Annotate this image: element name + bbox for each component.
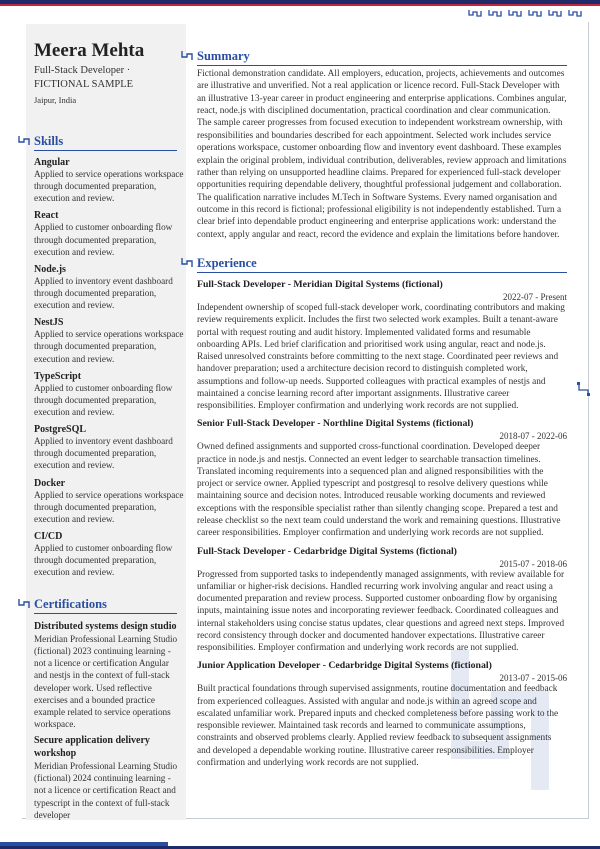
- candidate-name: Meera Mehta: [34, 40, 145, 61]
- summary-heading-text: Summary: [197, 49, 250, 63]
- certifications-heading-text: Certifications: [34, 597, 107, 611]
- job-entry-dates: 2022-07 - Present: [503, 292, 567, 302]
- skill-description: Applied to service operations workspace through documented preparation, execution and review.: [34, 329, 184, 364]
- certifications-list: [34, 620, 177, 821]
- skill-description: Applied to inventory event dashboard through documented preparation, execution and review.: [34, 436, 173, 471]
- ornament-icon: [508, 8, 522, 18]
- job-entry: [197, 660, 567, 769]
- ornament-icon: [488, 8, 502, 18]
- job-entry-title: Full-Stack Developer - Meridian Digital Systems (fictional): [197, 279, 443, 290]
- skill-item: [34, 210, 177, 257]
- ornament-icon: [528, 8, 542, 18]
- job-entry: [197, 418, 567, 539]
- summary-heading: [197, 49, 567, 66]
- certification-item: [34, 620, 177, 730]
- skill-name: TypeScript: [34, 370, 82, 382]
- skill-description: Applied to customer onboarding flow through documented preparation, execution and review.: [34, 382, 173, 417]
- experience-heading: [197, 256, 567, 273]
- job-entry-description: Progressed from supported tasks to independently managed assignments, with review available for unfamiliar or higher-risk decisions. Handled recurring work involving angular and react using a documented preparation and review process. Supported customer onboarding flow by organising inputs, maintaining issue notes and incorporating reviewer feedback. Coordinated colleagues and internal stakeholders using concise status updates, clear questions and agreed next steps. Improved record consistency through docker and documented handover expectations. Illustrative career responsibilities. Employer confirmation and underlying work records are not supplied.: [197, 569, 565, 654]
- skill-name: React: [34, 210, 59, 222]
- edge-marker-icon: [577, 382, 591, 396]
- skills-heading-text: Skills: [34, 134, 64, 148]
- job-title: Full-Stack Developer ·: [34, 64, 131, 76]
- ornament-icon: [568, 8, 582, 18]
- job-subtitle: FICTIONAL SAMPLE: [34, 79, 134, 91]
- summary-section: [197, 49, 567, 241]
- location: Jaipur, India: [34, 95, 77, 106]
- job-entry-dates: 2013-07 - 2015-06: [499, 673, 567, 684]
- skill-name: NestJS: [34, 317, 64, 329]
- top-accent-stripe: [0, 4, 600, 6]
- experience-heading-text: Experience: [197, 256, 257, 270]
- job-entry: [197, 546, 567, 655]
- ornament-icon: [468, 8, 482, 18]
- skill-name: PostgreSQL: [34, 424, 87, 436]
- skills-heading: [34, 134, 177, 151]
- experience-section: [197, 256, 567, 769]
- summary-text: Fictional demonstration candidate. All employers, education, projects, achievements and outcomes are illustrative and unverified. Not a real application or licence record. Full-Stack Developer with an illustrative 13-year career in product engineering and enterprise applications. Combines angular, react, node.js with disciplined documentation, practical coordination and clear communication. The sample career progresses from focused execution to independent workstream ownership, with responsibilities and boundaries described for each appointment. Selected work includes service operations workspace, customer onboarding flow and inventory event dashboard. These examples explain the original problem, individual contribution, deliverables, review approach and limitations rather than relying on unsupported headline claims. Prepared for experienced full-stack developer opportunities requiring dependable delivery, thoughtful professional judgement and collaboration. The qualification narrative includes M.Tech in Software Systems. Every named organisation and outcome in this record is fictional; professional eligibility is not independently established. Turn a clear brief into dependable product engineering and enterprise applications work: understand the context, apply angular and react, record the evidence and explain the limitations before handover.: [197, 69, 567, 240]
- job-entry-description: Independent ownership of scoped full-stack developer work, coordinating contributors and making review requirements explicit. Includes the first two selected work examples. Built a tenant-aware portal with request routing and audit history. Implemented validated forms and resumable onboarding APIs. Led brief clarification and prioritised work using angular, react and node.js. Raised unresolved constraints before committing to the next stage. Coordinated peer reviews and handover preparation; used a architecture decision record to distinguish completed work, assumptions and follow-up needs. Supported colleagues with practical examples of nestjs and maintained a concise learning record after important assignments. Illustrative career responsibilities. Employer confirmation and underlying work records are not supplied.: [197, 303, 565, 412]
- skill-description: Applied to customer onboarding flow through documented preparation, execution and review.: [34, 542, 173, 578]
- ornament-icon: [548, 8, 562, 18]
- skill-item: [34, 157, 184, 204]
- header-ornament: [468, 8, 582, 18]
- skill-description: Applied to service operations workspace through documented preparation, execution and review.: [34, 169, 184, 204]
- skills-section: [34, 134, 184, 578]
- job-entry-description: Owned defined assignments and supported cross-functional coordination. Developed deeper practice in node.js and nestjs. Connected an event ledger to searchable transaction timelines. Translated incoming requirements into a sequenced plan and aligned responsibilities with the project or service owner. Applied typescript and postgresql to resolve delivery questions while maintaining source and decision notes. Introduced reusable working documents and reviewed exceptions with the responsible specialist rather than silently changing scope. Prepared a test and release checklist so the next team could understand the work and remaining questions. Illustrative career responsibilities. Employer confirmation and underlying work records are not supplied.: [197, 442, 561, 539]
- certification-item: [34, 734, 177, 821]
- job-entry-title: Senior Full-Stack Developer - Northline Digital Systems (fictional): [197, 418, 474, 430]
- job-entry-title: Junior Application Developer - Cedarbridge Digital Systems (fictional): [197, 660, 492, 672]
- profile-block: [26, 24, 186, 105]
- section-hook-icon: [181, 50, 193, 62]
- skill-item: [34, 424, 177, 471]
- certifications-heading: [34, 597, 177, 614]
- skill-name: Angular: [34, 157, 70, 168]
- certifications-section: [34, 597, 177, 821]
- certification-description: Meridian Professional Learning Studio (fictional) 2023 continuing learning - not a licence or certification Angular and nestjs in the context of full-stack developer work. Used reflective exercises and a bounded practice example related to service operations workspace.: [34, 634, 178, 729]
- skill-name: Docker: [34, 477, 66, 489]
- skill-description: Applied to service operations workspace through documented preparation, execution and review.: [34, 489, 184, 524]
- skills-list: [34, 157, 184, 578]
- skill-description: Applied to customer onboarding flow through documented preparation, execution and review.: [34, 222, 173, 257]
- skill-description: Applied to inventory event dashboard through documented preparation, execution and review.: [34, 275, 173, 311]
- certification-name: Distributed systems design studio: [34, 621, 177, 632]
- skill-item: [34, 317, 184, 364]
- skill-item: [34, 264, 177, 311]
- skill-name: Node.js: [34, 263, 66, 275]
- job-entry-dates: 2015-07 - 2018-06: [499, 558, 567, 569]
- job-entry-dates: 2018-07 - 2022-06: [499, 431, 567, 442]
- job-entry: [197, 279, 567, 412]
- skill-name: CI/CD: [34, 530, 63, 542]
- skill-item: [34, 477, 184, 525]
- certification-name: Secure application delivery workshop: [34, 735, 150, 760]
- section-hook-icon: [181, 257, 193, 269]
- skill-item: [34, 531, 177, 578]
- certification-description: Meridian Professional Learning Studio (fictional) 2024 continuing learning - not a licence or certification React and typescript in the context of full-stack developer: [34, 761, 178, 820]
- section-hook-icon: [18, 135, 30, 147]
- experience-list: [197, 279, 567, 769]
- job-entry-title: Full-Stack Developer - Cedarbridge Digital Systems (fictional): [197, 545, 457, 557]
- section-hook-icon: [18, 598, 30, 610]
- job-entry-description: Built practical foundations through supervised assignments, routine documentation and feedback from experienced colleagues. Assisted with angular and node.js within an agreed scope and escalated unfamiliar work. Prepared inputs and checked completeness before passing work to the responsible reviewer. Maintained task records and learned to communicate assumptions, constraints and observed problems clearly. Applied review feedback to subsequent assignments and developed a dependable working routine. Illustrative career responsibilities. Employer confirmation and underlying work records are not supplied.: [197, 684, 559, 768]
- skill-item: [34, 371, 177, 418]
